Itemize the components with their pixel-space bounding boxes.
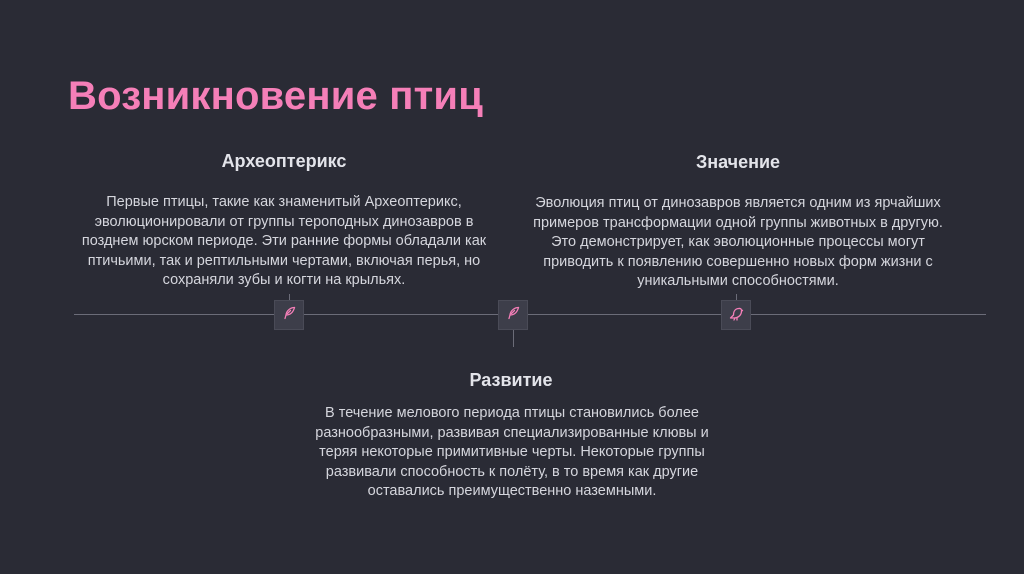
- timeline-line: [74, 314, 986, 315]
- timeline-node-2: [498, 300, 528, 330]
- timeline-node-3: [721, 300, 751, 330]
- bird-icon: [728, 305, 744, 326]
- timeline-node-1: [274, 300, 304, 330]
- feather-icon: [505, 305, 521, 326]
- timeline-heading-development: Развитие: [469, 370, 553, 390]
- timeline-text-development: В течение мелового периода птицы становились более разнообразными, развивая специализированные клювы и теряя некоторые примитивные черты. Некоторые группы развивали способность к полёту, в то время как другие оставались преимущественно наземными.: [315, 405, 709, 499]
- timeline-heading-archaeopteryx: Археоптерикс: [221, 151, 347, 171]
- feather-icon: [281, 305, 297, 326]
- timeline-heading-significance: Значение: [695, 152, 781, 172]
- timeline-connector-2: [513, 330, 514, 347]
- timeline-text-archaeopteryx: Первые птицы, такие как знаменитый Археоптерикс, эволюционировали от группы тероподных динозавров в позднем юрском периоде. Эти ранние формы обладали как птичьими, так и рептильными чертами, включая перья, но сохраняли зубы и когти на крыльях.: [81, 194, 487, 288]
- timeline-text-significance: Эволюция птиц от динозавров является одним из ярчайших примеров трансформации одной группы животных в другую. Это демонстрирует, как эволюционные процессы могут приводить к появлению совершенно новых форм жизни с уникальными способностями.: [533, 195, 943, 289]
- slide-title: Возникновение птиц: [68, 74, 483, 118]
